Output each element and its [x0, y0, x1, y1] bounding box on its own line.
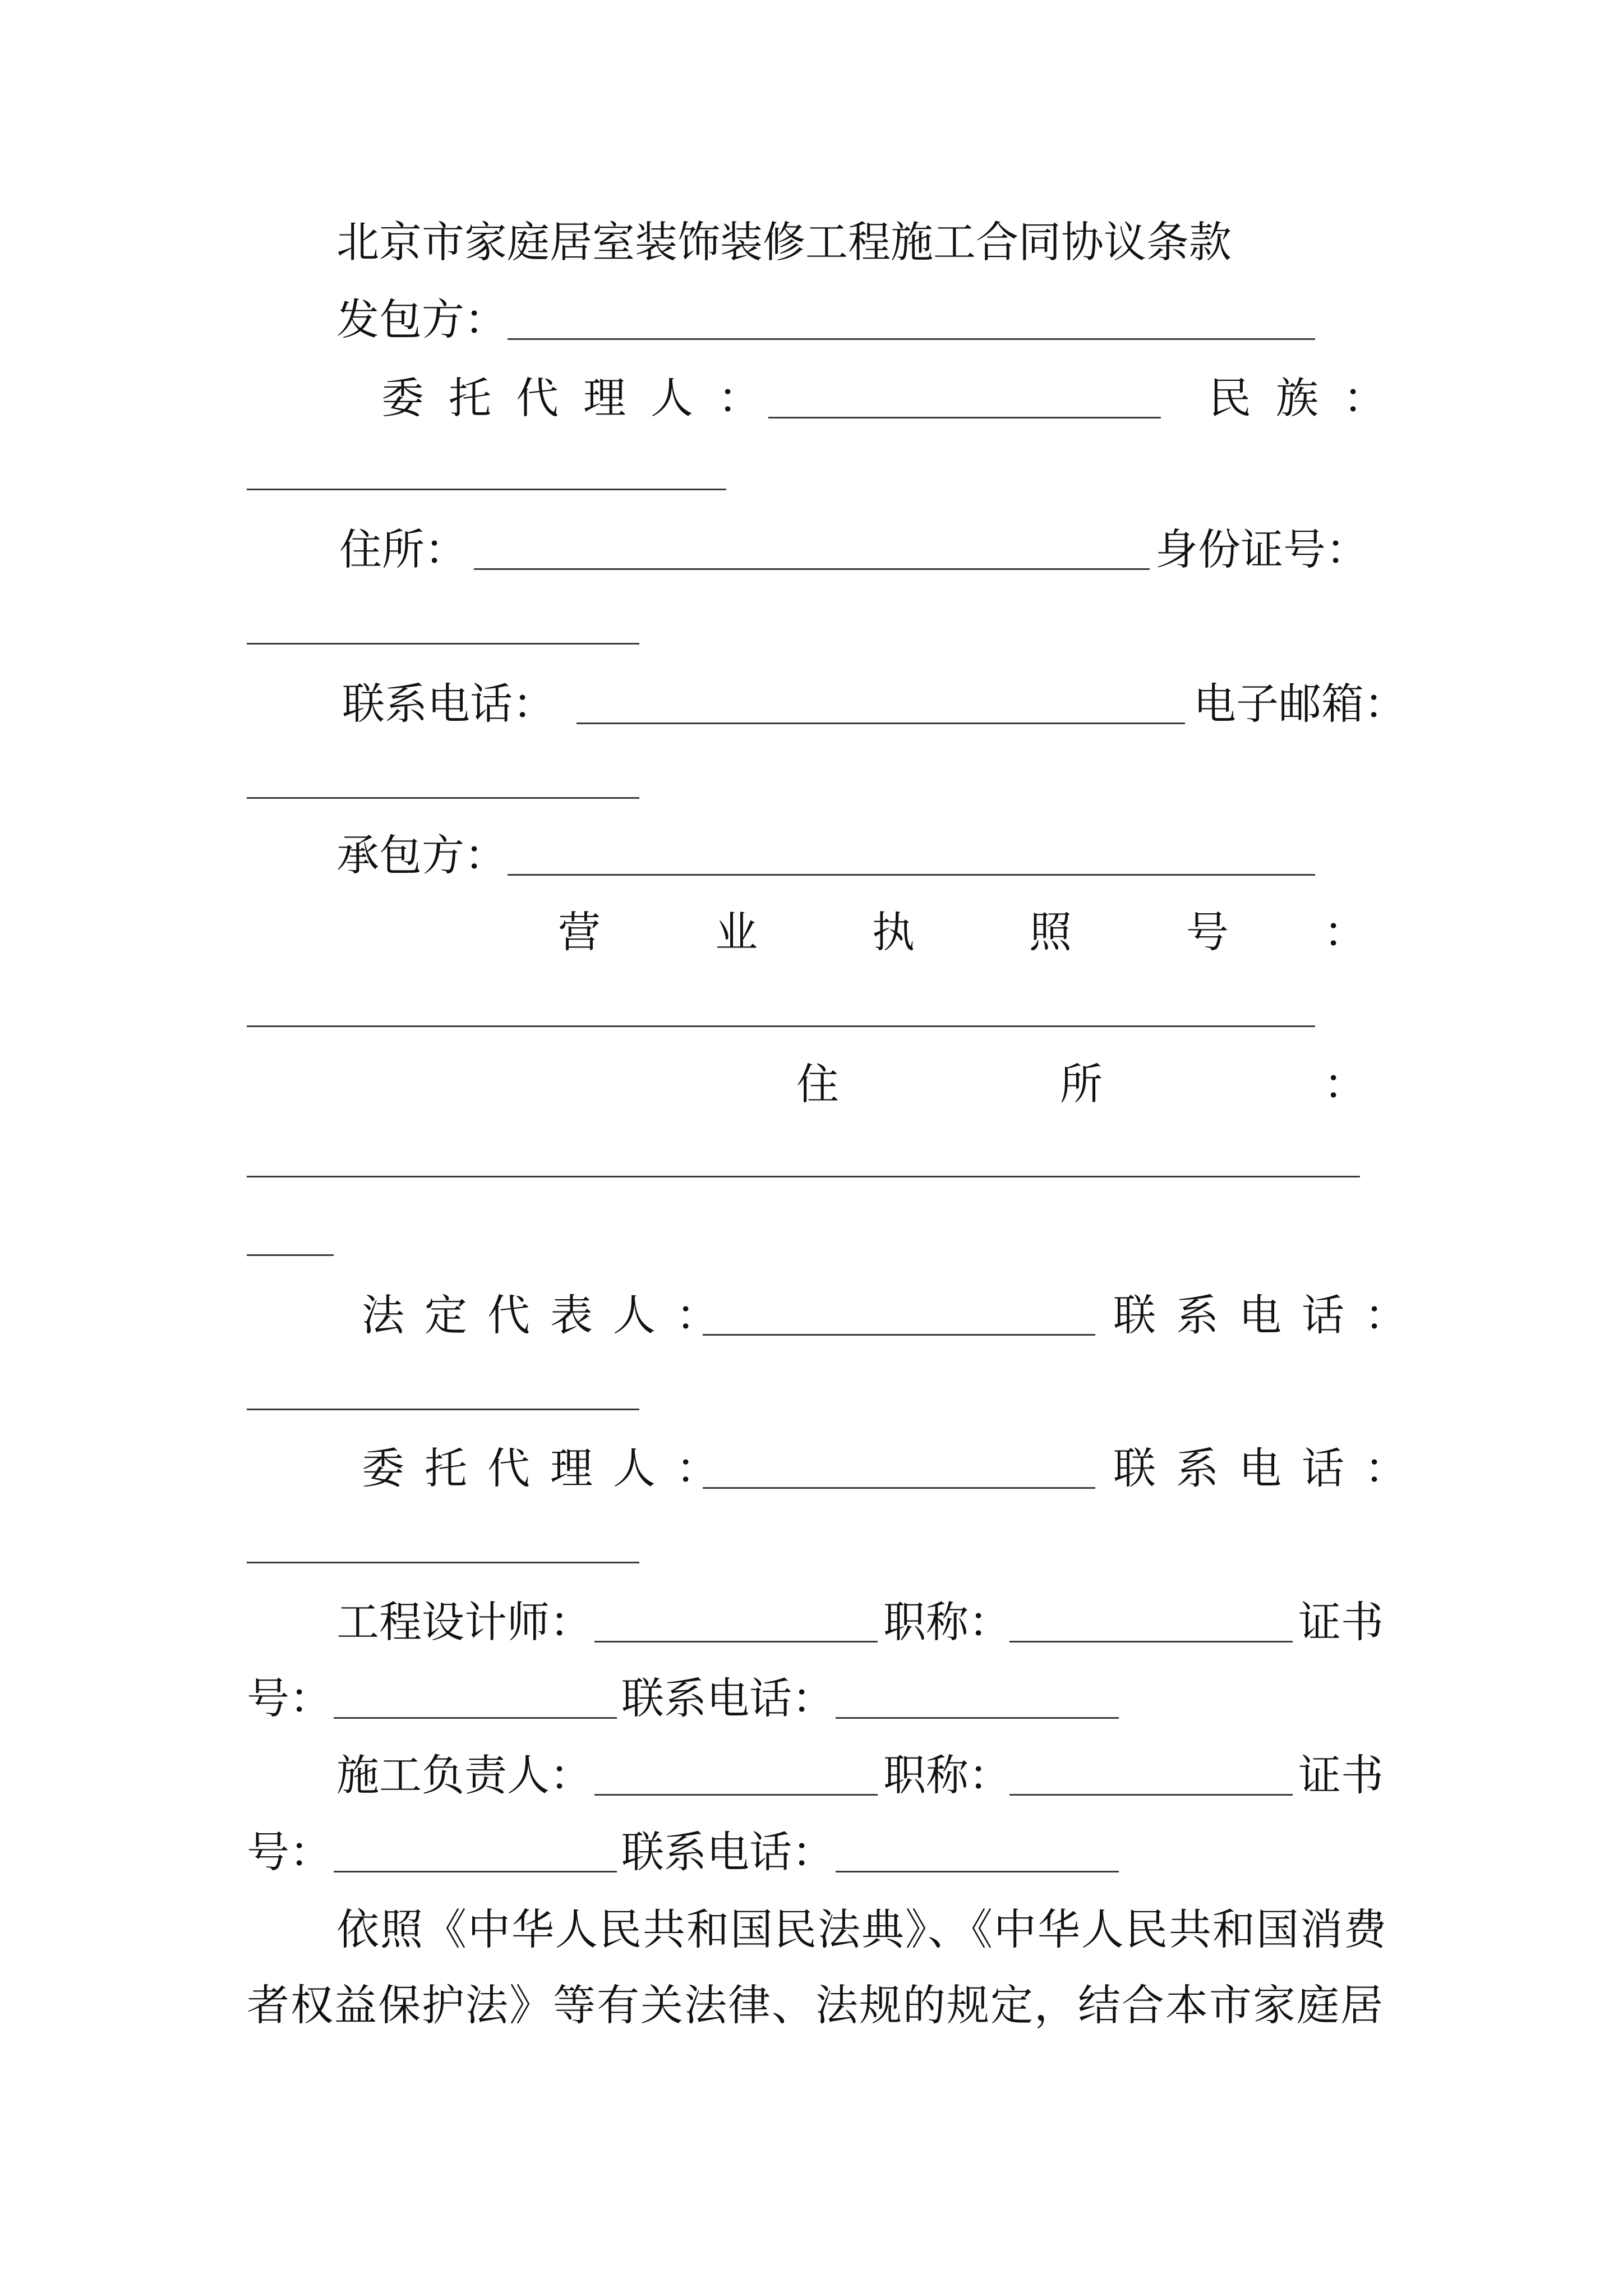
employer-agent-label: 委托代理人： [381, 373, 785, 423]
contractor-label: 承包方： [336, 830, 507, 880]
designer-cert-blank[interactable] [334, 1717, 617, 1719]
site-manager-blank[interactable] [594, 1794, 878, 1796]
basis-paragraph-line: 依照《中华人民共和国民法典》、《中华人民共和国消费 [336, 1904, 1387, 1954]
site-manager-phone-label: 联系电话： [621, 1827, 834, 1877]
designer-title-label: 职称： [883, 1597, 1011, 1647]
license-char: 执 [872, 907, 915, 957]
site-manager-cert-label-cont: 号： [247, 1827, 332, 1877]
employer-id-label: 身份证号： [1155, 524, 1368, 574]
contractor-agent-phone-blank[interactable] [247, 1562, 639, 1563]
basis-paragraph-line: 者权益保护法》等有关法律、法规的规定，结合本市家庭居 [247, 1980, 1384, 2030]
employer-blank[interactable] [508, 338, 1315, 340]
employer-ethnicity-blank[interactable] [247, 489, 726, 490]
employer-phone-blank[interactable] [577, 723, 1185, 724]
employer-address-label: 住所： [339, 524, 467, 574]
site-manager-title-blank[interactable] [1009, 1794, 1293, 1796]
designer-cert-label: 证书 [1298, 1597, 1384, 1647]
license-char: 号 [1186, 907, 1229, 957]
employer-label: 发包方： [336, 295, 507, 344]
site-manager-title-label: 职称： [883, 1750, 1011, 1800]
employer-address-blank[interactable] [474, 568, 1150, 570]
designer-phone-blank[interactable] [836, 1717, 1119, 1719]
contractor-address-char: 住 [796, 1059, 839, 1109]
contractor-address-blank[interactable] [247, 1176, 1360, 1177]
license-char: 照 [1029, 907, 1072, 957]
employer-ethnicity-label: 民族： [1209, 373, 1410, 423]
employer-email-blank[interactable] [247, 797, 639, 799]
site-manager-label: 施工负责人： [336, 1750, 592, 1800]
site-manager-cert-blank[interactable] [334, 1871, 617, 1872]
site-manager-cert-label: 证书 [1298, 1750, 1384, 1800]
designer-title-blank[interactable] [1009, 1641, 1293, 1642]
designer-blank[interactable] [594, 1641, 878, 1642]
legal-rep-phone-label: 联系电话： [1113, 1290, 1427, 1340]
employer-agent-blank[interactable] [768, 417, 1161, 418]
contractor-address-char: 所 [1060, 1059, 1103, 1109]
contractor-agent-blank[interactable] [703, 1487, 1095, 1489]
contractor-address-blank-cont[interactable] [247, 1254, 334, 1256]
legal-rep-label: 法定代表人： [362, 1290, 739, 1340]
license-blank[interactable] [247, 1025, 1315, 1027]
legal-rep-blank[interactable] [703, 1334, 1095, 1336]
contractor-agent-label: 委托代理人： [362, 1443, 739, 1493]
license-char: 营 [558, 907, 601, 957]
legal-rep-phone-blank[interactable] [247, 1409, 639, 1410]
employer-phone-label: 联系电话： [342, 679, 555, 729]
contractor-blank[interactable] [508, 874, 1315, 876]
contractor-agent-phone-label: 联系电话： [1113, 1443, 1427, 1493]
employer-id-blank[interactable] [247, 643, 639, 645]
document-title: 北京市家庭居室装饰装修工程施工合同协议条款 [336, 217, 1232, 267]
license-char: 业 [715, 907, 758, 957]
contractor-address-char: ： [1324, 1059, 1366, 1109]
license-char: ： [1324, 907, 1366, 957]
designer-label: 工程设计师： [336, 1597, 592, 1647]
designer-cert-label-cont: 号： [247, 1673, 332, 1723]
designer-phone-label: 联系电话： [621, 1673, 834, 1723]
site-manager-phone-blank[interactable] [836, 1871, 1119, 1872]
employer-email-label: 电子邮箱： [1193, 679, 1407, 729]
